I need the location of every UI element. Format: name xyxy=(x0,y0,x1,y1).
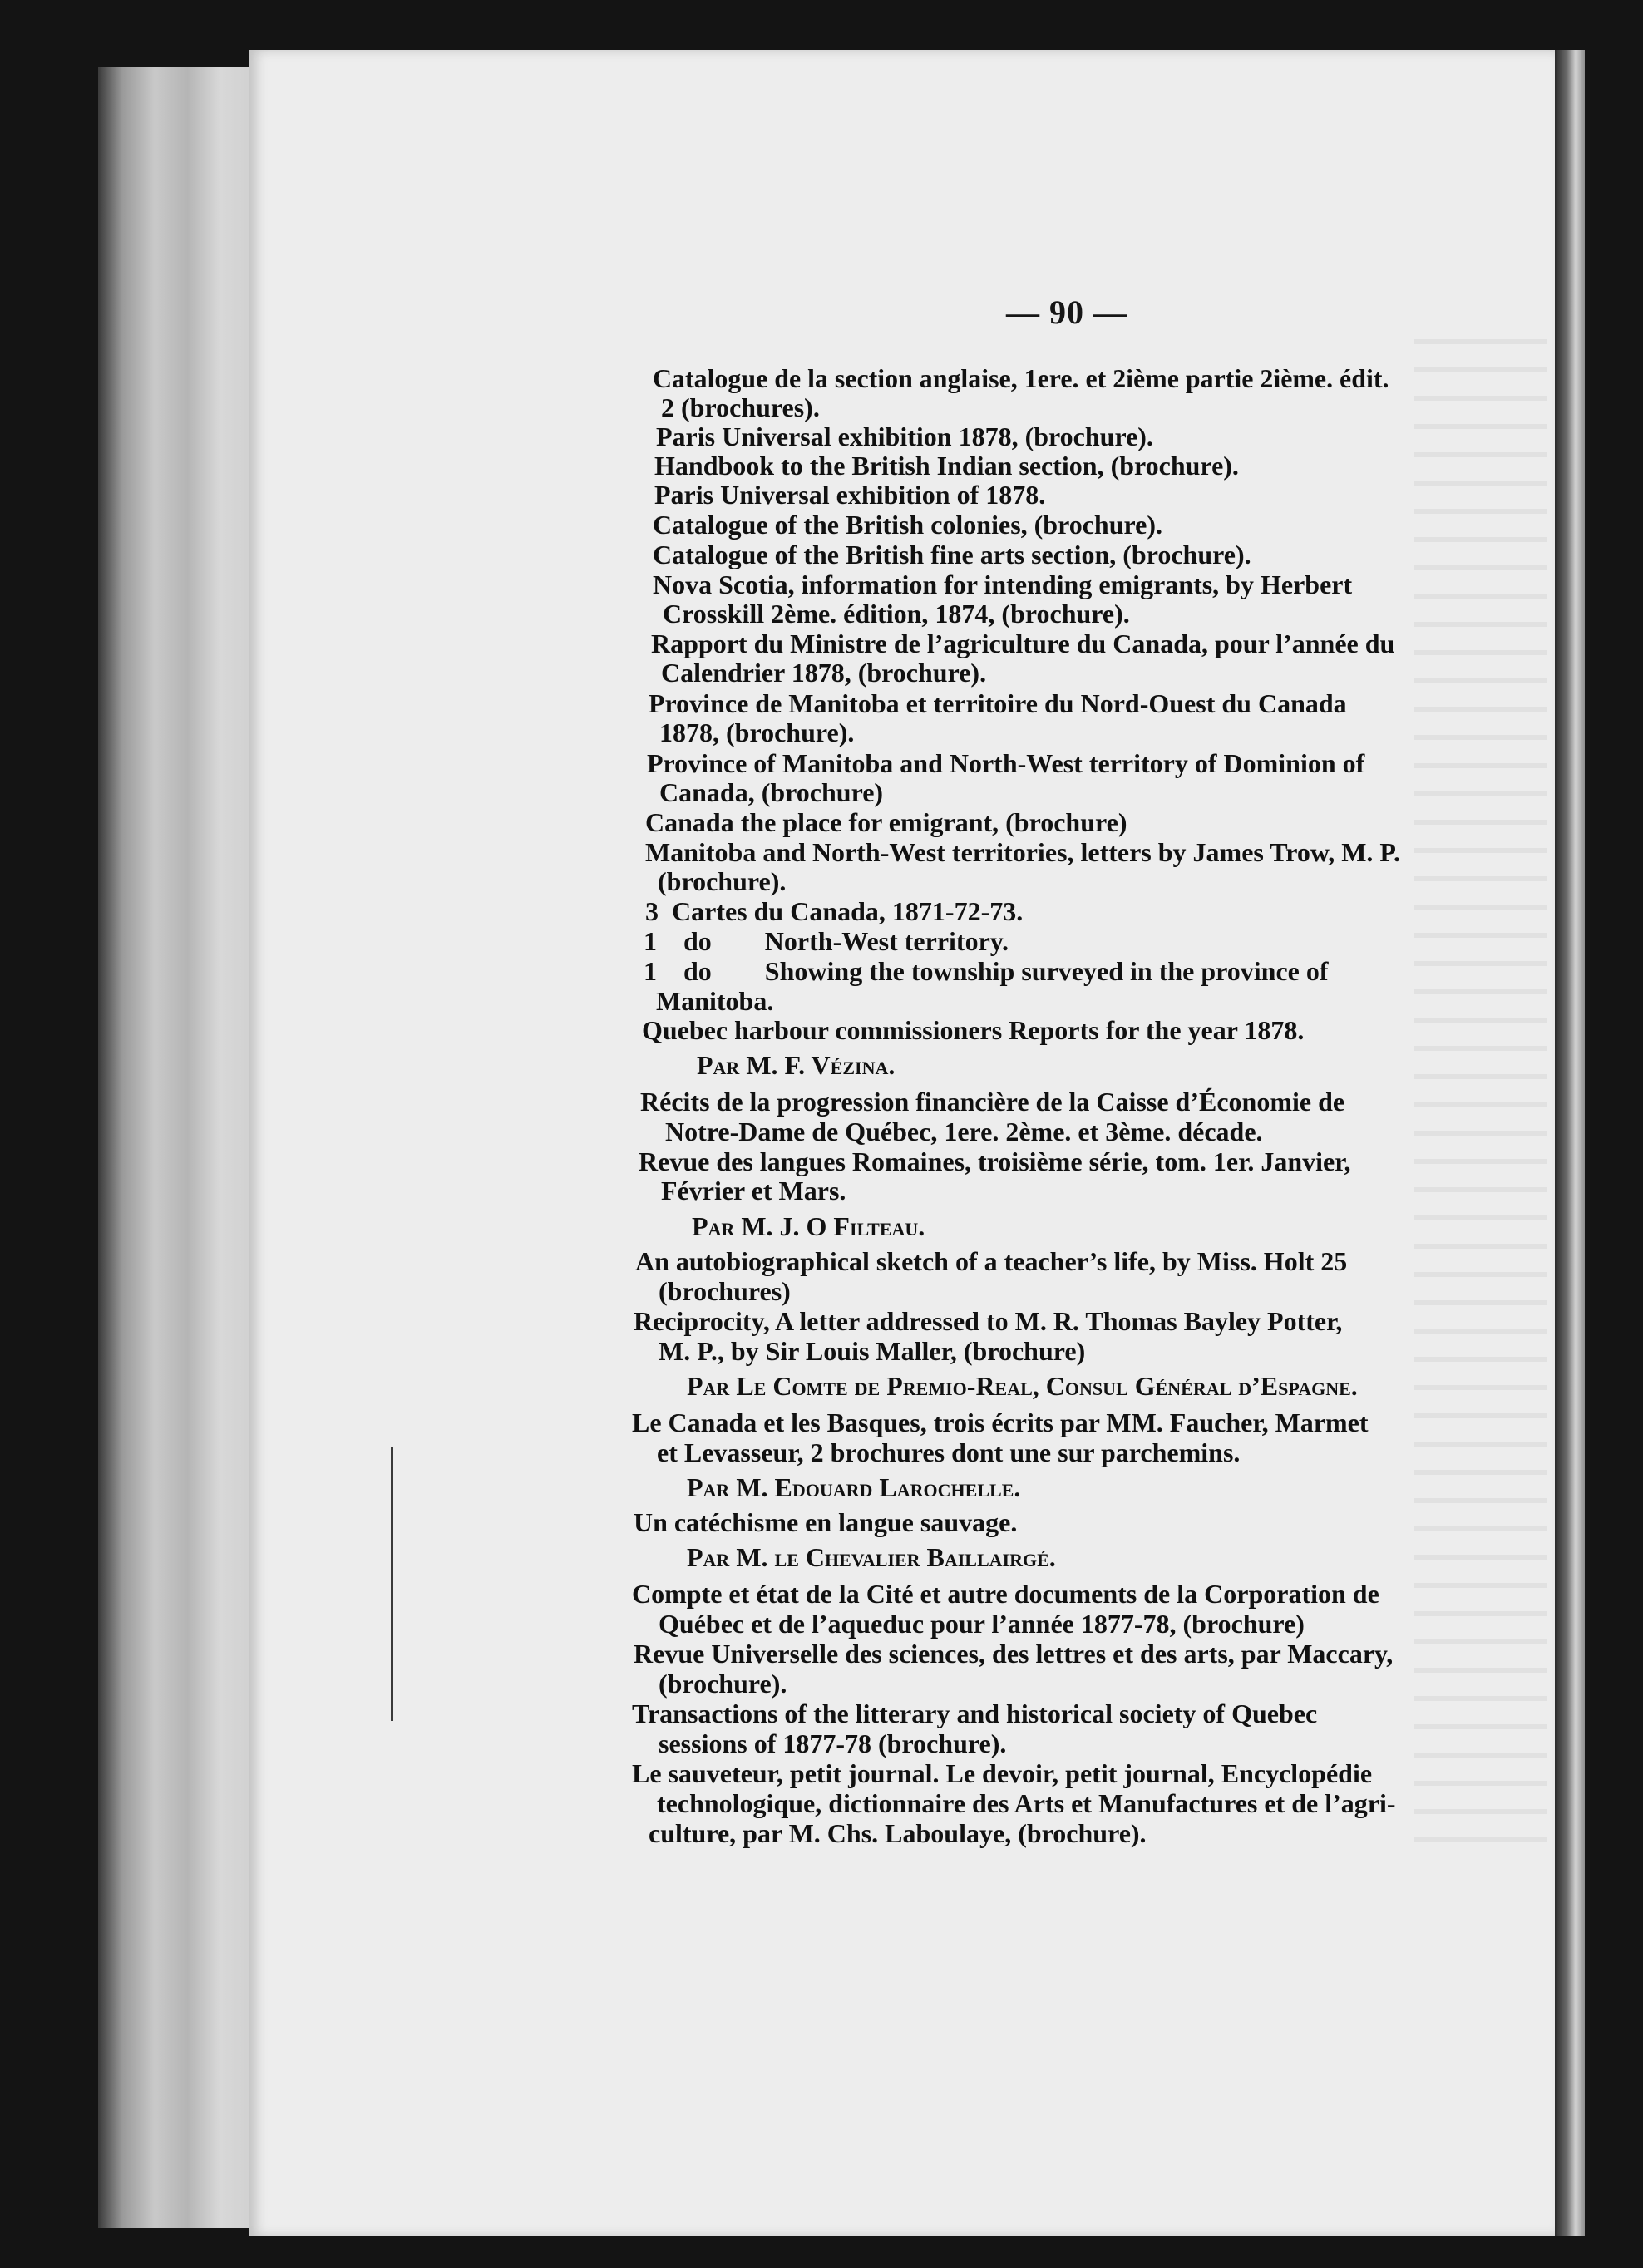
facing-page-edge xyxy=(1555,50,1585,2236)
text-line: Calendrier 1878, (brochure). xyxy=(661,658,987,688)
text-line: Février et Mars. xyxy=(661,1176,846,1205)
text-line: Québec et de l’aqueduc pour l’année 1877-78, (brochure) xyxy=(659,1609,1305,1639)
text-line: Handbook to the British Indian section, (brochure). xyxy=(654,451,1239,481)
text-line: Catalogue de la section anglaise, 1ere. et 2ième partie 2ième. édit. xyxy=(653,363,1389,393)
text-line: 1 do Showing the township surveyed in the province of xyxy=(644,956,1329,986)
text-line: Canada, (brochure) xyxy=(659,777,884,807)
section-heading: Par M. J. O Filteau. xyxy=(692,1211,925,1241)
text-line: Paris Universal exhibition of 1878. xyxy=(654,480,1046,510)
text-line: Manitoba and North-West territories, letters by James Trow, M. P. xyxy=(645,837,1401,867)
text-line: Catalogue of the British fine arts section, (brochure). xyxy=(653,540,1251,569)
text-line: 1878, (brochure). xyxy=(659,717,855,747)
text-line: Reciprocity, A letter addressed to M. R. Thomas Bayley Potter, xyxy=(634,1306,1343,1336)
section-heading: Par M. le Chevalier Baillairgé. xyxy=(687,1542,1056,1572)
text-line: Crosskill 2ème. édition, 1874, (brochure). xyxy=(663,599,1130,629)
text-line: (brochures) xyxy=(659,1276,791,1306)
section-heading: Par M. Edouard Larochelle. xyxy=(687,1472,1021,1502)
section-heading: Par Le Comte de Premio-Real, Consul Général d’Espagne. xyxy=(687,1371,1358,1401)
text-line: culture, par M. Chs. Laboulaye, (brochure). xyxy=(649,1818,1147,1848)
section-heading: Par M. F. Vézina. xyxy=(697,1050,896,1080)
text-line: Canada the place for emigrant, (brochure) xyxy=(645,807,1127,837)
text-line: Province de Manitoba et territoire du Nord-Ouest du Canada xyxy=(649,688,1347,718)
scan-scratch xyxy=(391,1447,393,1721)
text-line: 2 (brochures). xyxy=(661,392,820,422)
text-line: 3 Cartes du Canada, 1871-72-73. xyxy=(645,896,1024,926)
text-line: Catalogue of the British colonies, (brochure). xyxy=(653,510,1162,540)
text-line: Revue Universelle des sciences, des lettres et des arts, par Maccary, xyxy=(634,1639,1394,1669)
text-line: Quebec harbour commissioners Reports for the year 1878. xyxy=(642,1015,1305,1045)
text-line: An autobiographical sketch of a teacher’s life, by Miss. Holt 25 xyxy=(635,1246,1348,1276)
text-line: et Levasseur, 2 brochures dont une sur parchemins. xyxy=(657,1437,1241,1467)
book-page-edges xyxy=(98,67,260,2228)
text-line: 1 do North-West territory. xyxy=(644,926,1009,956)
bleed-through-text xyxy=(1414,316,1547,1854)
text-line: Compte et état de la Cité et autre documents de la Corporation de xyxy=(632,1579,1379,1609)
text-line: Rapport du Ministre de l’agriculture du Canada, pour l’année du xyxy=(651,629,1395,658)
page-number: — 90 — xyxy=(1006,293,1127,331)
text-line: Revue des langues Romaines, troisième série, tom. 1er. Janvier, xyxy=(639,1146,1351,1176)
text-line: Province of Manitoba and North-West territory of Dominion of xyxy=(647,748,1365,778)
text-line: Un catéchisme en langue sauvage. xyxy=(634,1507,1018,1537)
text-line: (brochure). xyxy=(659,1669,787,1699)
text-line: Notre-Dame de Québec, 1ere. 2ème. et 3ème. décade. xyxy=(665,1117,1263,1146)
text-line: technologique, dictionnaire des Arts et Manufactures et de l’agri- xyxy=(657,1788,1396,1818)
text-line: (brochure). xyxy=(658,866,787,896)
text-line: Le sauveteur, petit journal. Le devoir, petit journal, Encyclopédie xyxy=(632,1758,1373,1788)
text-line: Manitoba. xyxy=(656,986,774,1016)
text-line: sessions of 1877-78 (brochure). xyxy=(659,1728,1007,1758)
text-line: Nova Scotia, information for intending emigrants, by Herbert xyxy=(653,569,1353,599)
text-line: Le Canada et les Basques, trois écrits par MM. Faucher, Marmet xyxy=(632,1408,1369,1437)
text-line: Récits de la progression financière de la Caisse d’Économie de xyxy=(640,1087,1345,1117)
text-line: Paris Universal exhibition 1878, (brochure). xyxy=(656,422,1153,451)
text-line: Transactions of the litterary and historical society of Quebec xyxy=(632,1699,1318,1728)
text-line: M. P., by Sir Louis Maller, (brochure) xyxy=(659,1336,1086,1366)
